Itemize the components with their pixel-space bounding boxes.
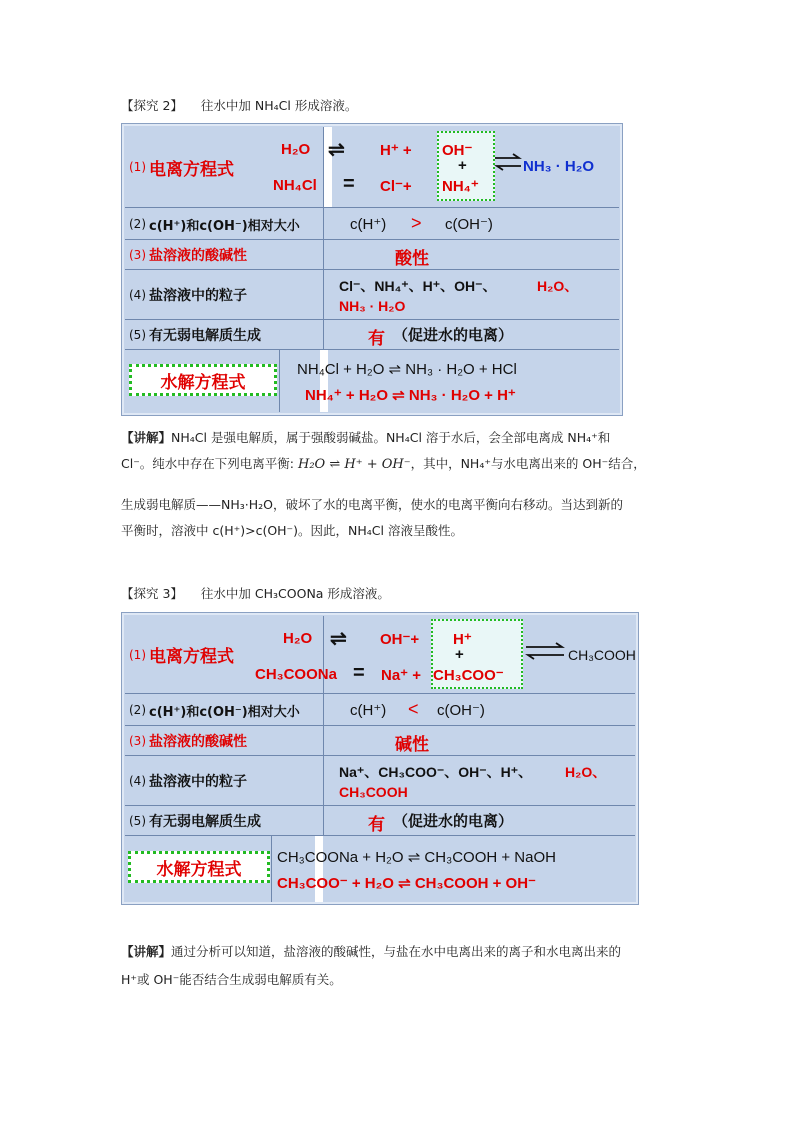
row-label-text: 电离方程式 xyxy=(149,647,234,667)
section2-heading-text: 往水中加 NH₄Cl 形成溶液。 xyxy=(200,98,358,113)
explain-line1 xyxy=(121,428,681,448)
equals-sign: = xyxy=(343,173,355,195)
hydrolysis-label-text: 水解方程式 xyxy=(160,372,246,393)
eq-bot-right: CH₃COO⁻ xyxy=(433,667,504,684)
weak-electrolyte-yes: 有 xyxy=(368,329,385,348)
table-row xyxy=(125,835,635,902)
section3-explanation xyxy=(121,942,681,990)
plus-sign: + xyxy=(455,646,464,663)
row-label-text: 有无弱电解质生成 xyxy=(149,328,261,344)
weak-electrolyte-note: （促进水的电离） xyxy=(393,327,514,344)
row-number: (5) xyxy=(129,328,146,342)
hydrolysis-label-text: 水解方程式 xyxy=(156,859,242,880)
section3-heading-label: 【探究 3】 xyxy=(121,586,183,601)
table-row xyxy=(125,725,635,756)
particles-line1: Cl⁻、NH₄⁺、H⁺、OH⁻、 xyxy=(339,278,497,294)
particles-line1-red: H₂O、 xyxy=(537,278,579,294)
particles-line1-red: H₂O、 xyxy=(565,764,607,780)
section2-heading-label: 【探究 2】 xyxy=(121,98,183,113)
eq-product: CH₃COOH xyxy=(568,647,636,663)
compare-sign: < xyxy=(408,699,419,719)
weak-electrolyte-yes: 有 xyxy=(368,815,385,834)
explain-head: 【讲解】 xyxy=(121,430,172,445)
eq-top-mid: OH⁻+ xyxy=(380,631,420,648)
equilibrium-arrow: ⇌ xyxy=(330,628,347,650)
eq-bot-mid: Na⁺ + xyxy=(381,667,422,684)
row-number: (2) xyxy=(129,703,146,717)
eq-bot-mid: Cl⁻+ xyxy=(380,178,412,195)
hydrolysis-eq1: CH₃COONa + H₂O ⇌ CH₃COOH + NaOH xyxy=(277,849,556,866)
explain-line1 xyxy=(121,942,681,962)
particles-line2: CH₃COOH xyxy=(339,784,408,800)
table-row xyxy=(125,207,619,240)
acidity-value: 酸性 xyxy=(395,249,429,268)
table-row xyxy=(125,805,635,836)
white-separator xyxy=(315,836,323,902)
table-row xyxy=(125,349,619,412)
row-label-text: 电离方程式 xyxy=(149,159,234,180)
table-nh4cl xyxy=(121,123,623,416)
row-number: (1) xyxy=(129,647,146,662)
acidity-value: 碱性 xyxy=(395,735,429,754)
explain-equation: H₂O ⇌ H⁺ + OH⁻ xyxy=(298,457,411,472)
row-label-text: c(H⁺)和c(OH⁻)相对大小 xyxy=(149,218,300,234)
eq-product: NH₃ · H₂O xyxy=(523,158,595,175)
explain-line2 xyxy=(121,454,681,475)
row-label xyxy=(125,694,324,726)
row-label-text: 盐溶液中的粒子 xyxy=(149,288,247,304)
eq-top-right: H⁺ xyxy=(453,631,472,648)
row-number: (4) xyxy=(129,774,146,788)
row-label xyxy=(125,208,324,240)
hydrolysis-eq2: NH₄⁺ + H₂O ⇌ NH₃ · H₂O + H⁺ xyxy=(305,387,516,404)
table-row xyxy=(125,127,619,207)
section3-heading xyxy=(121,584,390,604)
row-label-text: 盐溶液的酸碱性 xyxy=(149,248,247,264)
row-label-text: c(H⁺)和c(OH⁻)相对大小 xyxy=(149,704,300,720)
particles-line2: NH₃ · H₂O xyxy=(339,298,406,314)
row-number: (4) xyxy=(129,288,146,302)
explain-text: NH₄Cl 是强电解质，属于强酸弱碱盐。NH₄Cl 溶于水后，会全部电离成 NH₄⁺和 xyxy=(171,430,611,445)
eq-top-left: H₂O xyxy=(281,141,311,158)
explain-line3 xyxy=(121,495,681,515)
row-label xyxy=(125,756,324,806)
compare-sign: > xyxy=(411,213,422,233)
eq-top-left: H₂O xyxy=(283,630,313,647)
hydrolysis-eq1: NH₄Cl + H₂O ⇌ NH₃ · H₂O + HCl xyxy=(297,361,517,378)
explain-text: 生成弱电解质——NH₃·H₂O，破坏了水的电离平衡，使水的电离平衡向右移动。当达到新的 xyxy=(121,497,623,512)
value-c-oh: c(OH⁻) xyxy=(445,216,493,233)
eq-bot-left: CH₃COONa xyxy=(255,666,337,683)
equilibrium-arrow: ⇌ xyxy=(328,139,345,161)
explain-text: ，其中，NH₄⁺与水电离出来的 OH⁻结合， xyxy=(410,456,646,471)
explain-text: Cl⁻。纯水中存在下列电离平衡: xyxy=(121,456,295,471)
explain-line2 xyxy=(121,970,681,990)
row-label xyxy=(125,806,324,836)
section2-explanation xyxy=(121,428,681,541)
eq-top-mid: H⁺ + xyxy=(380,142,412,159)
table-row xyxy=(125,616,635,693)
row-label xyxy=(125,240,324,270)
explain-text: H⁺或 OH⁻能否结合生成弱电解质有关。 xyxy=(121,972,342,987)
table-row xyxy=(125,319,619,350)
explain-text: 平衡时，溶液中 c(H⁺)>c(OH⁻)。因此，NH₄Cl 溶液呈酸性。 xyxy=(121,523,463,538)
table-row xyxy=(125,755,635,806)
explain-head: 【讲解】 xyxy=(121,944,172,959)
row-number: (5) xyxy=(129,814,146,828)
value-c-h: c(H⁺) xyxy=(350,216,387,233)
hydrolysis-label xyxy=(128,851,270,883)
table-row xyxy=(125,239,619,270)
table-row xyxy=(125,693,635,726)
double-arrow-icon xyxy=(525,642,565,660)
particles-line1: Na⁺、CH₃COO⁻、OH⁻、H⁺、 xyxy=(339,764,533,780)
row-label-text: 有无弱电解质生成 xyxy=(149,814,261,830)
explain-text: 通过分析可以知道，盐溶液的酸碱性，与盐在水中电离出来的离子和水电离出来的 xyxy=(171,944,622,959)
double-arrow-icon xyxy=(494,153,522,171)
row-label xyxy=(125,270,324,320)
row-number: (3) xyxy=(129,734,146,748)
row-label xyxy=(125,127,324,207)
weak-electrolyte-note: （促进水的电离） xyxy=(393,813,514,830)
eq-bot-right: NH₄⁺ xyxy=(442,178,479,195)
table-row xyxy=(125,269,619,320)
row-label xyxy=(125,320,324,350)
equals-sign: = xyxy=(353,662,365,684)
hydrolysis-eq2: CH₃COO⁻ + H₂O ⇌ CH₃COOH + OH⁻ xyxy=(277,875,536,892)
eq-bot-left: NH₄Cl xyxy=(273,177,317,194)
section2-heading xyxy=(121,96,357,116)
row-label-text: 盐溶液中的粒子 xyxy=(149,774,247,790)
eq-top-right: OH⁻ xyxy=(442,142,473,159)
value-c-oh: c(OH⁻) xyxy=(437,702,485,719)
row-number: (3) xyxy=(129,248,146,262)
value-c-h: c(H⁺) xyxy=(350,702,387,719)
row-number: (1) xyxy=(129,160,146,174)
hydrolysis-label xyxy=(129,364,277,396)
row-label-text: 盐溶液的酸碱性 xyxy=(149,734,247,750)
plus-sign: + xyxy=(458,157,467,174)
table-ch3coona xyxy=(121,612,639,905)
row-label xyxy=(125,726,324,756)
row-number: (2) xyxy=(129,217,146,231)
explain-line4 xyxy=(121,521,681,541)
section3-heading-text: 往水中加 CH₃COONa 形成溶液。 xyxy=(200,586,390,601)
